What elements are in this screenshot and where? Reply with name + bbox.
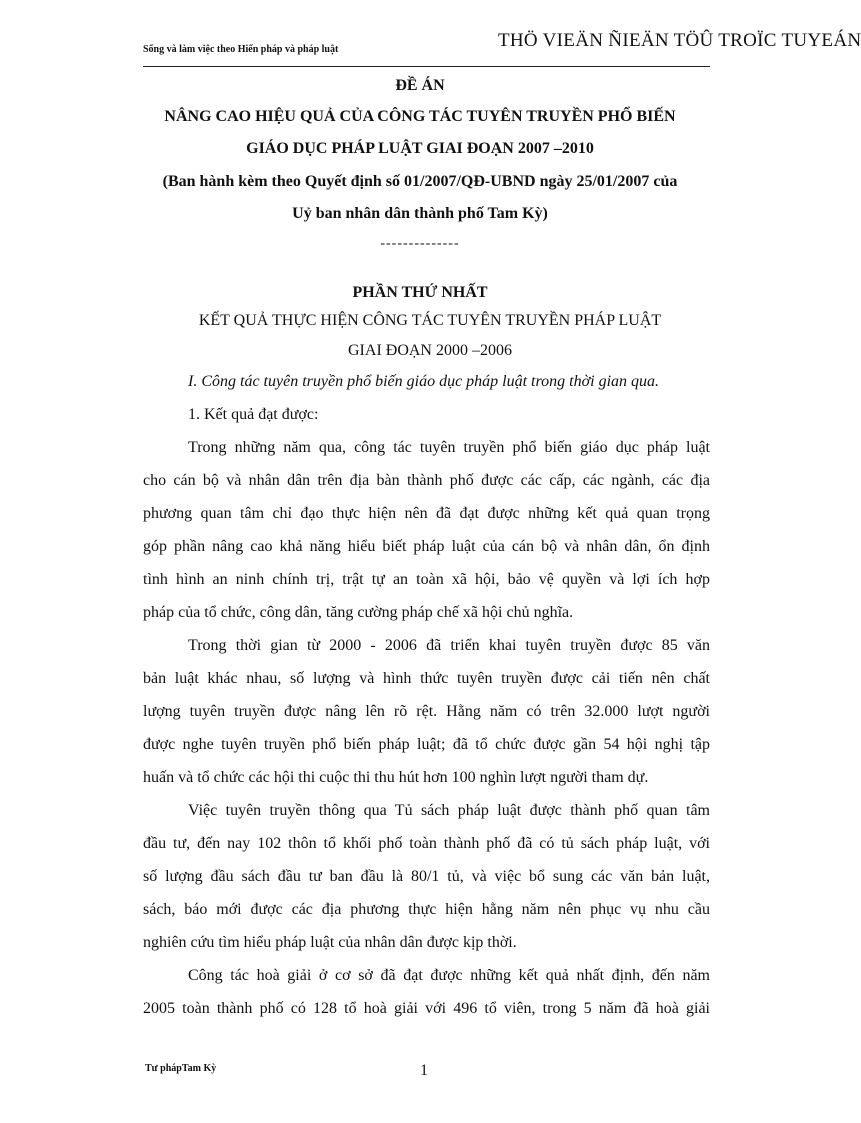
body-line: số lượng đầu sách đầu tư ban đầu là 80/1 tủ, và việc bổ sung các văn bản luật, <box>143 868 710 885</box>
section-heading-i: I. Công tác tuyên truyền phổ biến giáo dục pháp luật trong thời gian qua. <box>188 373 660 390</box>
body-line: phương quan tâm chỉ đạo thực hiện nên đã đạt được những kết quả quan trọng <box>143 505 710 522</box>
body-line: bản luật khác nhau, số lượng và hình thức tuyên truyền được cải tiến nên chất <box>143 670 710 687</box>
doc-title-line-2: NÂNG CAO HIỆU QUẢ CỦA CÔNG TÁC TUYÊN TRUYỀN PHỔ BIẾN <box>164 108 676 125</box>
header-motto: Sống và làm việc theo Hiến pháp và pháp luật <box>143 44 339 55</box>
doc-issuance-note-2: Uỷ ban nhân dân thành phố Tam Kỳ) <box>292 205 548 222</box>
doc-title: ĐỀ ÁN <box>395 77 445 94</box>
body-line: 2005 toàn thành phố có 128 tổ hoà giải với 496 tổ viên, trong 5 năm đã hoà giải <box>143 1000 710 1017</box>
page-number: 1 <box>420 1062 428 1079</box>
body-line: sách, báo mới được các địa phương thực hiện hằng năm nên phục vụ nhu cầu <box>143 901 710 918</box>
header-library-title: THÖ VIEÄN ÑIEÄN TÖÛ TROÏC TUYEÁN <box>498 30 861 51</box>
doc-issuance-note: (Ban hành kèm theo Quyết định số 01/2007/QĐ-UBND ngày 25/01/2007 của <box>162 173 678 190</box>
body-line: Trong thời gian từ 2000 - 2006 đã triển khai tuyên truyền được 85 văn <box>188 637 710 654</box>
body-line: tình hình an ninh chính trị, trật tự an toàn xã hội, bảo vệ quyền và lợi ích hợp <box>143 571 710 588</box>
title-separator: -------------- <box>380 236 460 251</box>
header-divider <box>143 66 710 67</box>
body-line: Công tác hoà giải ở cơ sở đã đạt được những kết quả nhất định, đến năm <box>188 967 710 984</box>
body-line: huấn và tổ chức các hội thi cuộc thi thu hút hơn 100 nghìn lượt người tham dự. <box>143 769 649 786</box>
body-line: pháp của tổ chức, công dân, tăng cường pháp chế xã hội chủ nghĩa. <box>143 604 574 621</box>
doc-title-line-3: GIÁO DỤC PHÁP LUẬT GIAI ĐOẠN 2007 –2010 <box>246 140 594 157</box>
part-subtitle-2: GIAI ĐOẠN 2000 –2006 <box>348 342 512 359</box>
part-subtitle-1: KẾT QUẢ THỰC HIỆN CÔNG TÁC TUYÊN TRUYỀN PHÁP LUẬT <box>198 312 662 329</box>
body-line: được nghe tuyên truyền phổ biến pháp luật; đã tổ chức được gần 54 hội nghị tập <box>143 736 710 753</box>
body-line: Trong những năm qua, công tác tuyên truyền phổ biến giáo dục pháp luật <box>188 439 710 456</box>
body-line: góp phần nâng cao khả năng hiểu biết pháp luật của cán bộ và nhân dân, ổn định <box>143 538 710 555</box>
body-line: đầu tư, đến nay 102 thôn tổ khối phố toàn thành phố đã có tủ sách pháp luật, với <box>143 835 710 852</box>
body-line: lượng tuyên truyền được nâng lên rõ rệt. Hằng năm có trên 32.000 lượt người <box>143 703 710 720</box>
body-line: nghiên cứu tìm hiểu pháp luật của nhân dân được kịp thời. <box>143 934 517 951</box>
part-heading: PHẦN THỨ NHẤT <box>352 284 488 301</box>
item-heading-1: 1. Kết quả đạt được: <box>188 406 319 423</box>
footer-office: Tư phápTam Kỳ <box>145 1063 217 1074</box>
body-line: cho cán bộ và nhân dân trên địa bàn thành phố được các cấp, các ngành, các địa <box>143 472 710 489</box>
body-line: Việc tuyên truyền thông qua Tủ sách pháp luật được thành phố quan tâm <box>188 802 710 819</box>
